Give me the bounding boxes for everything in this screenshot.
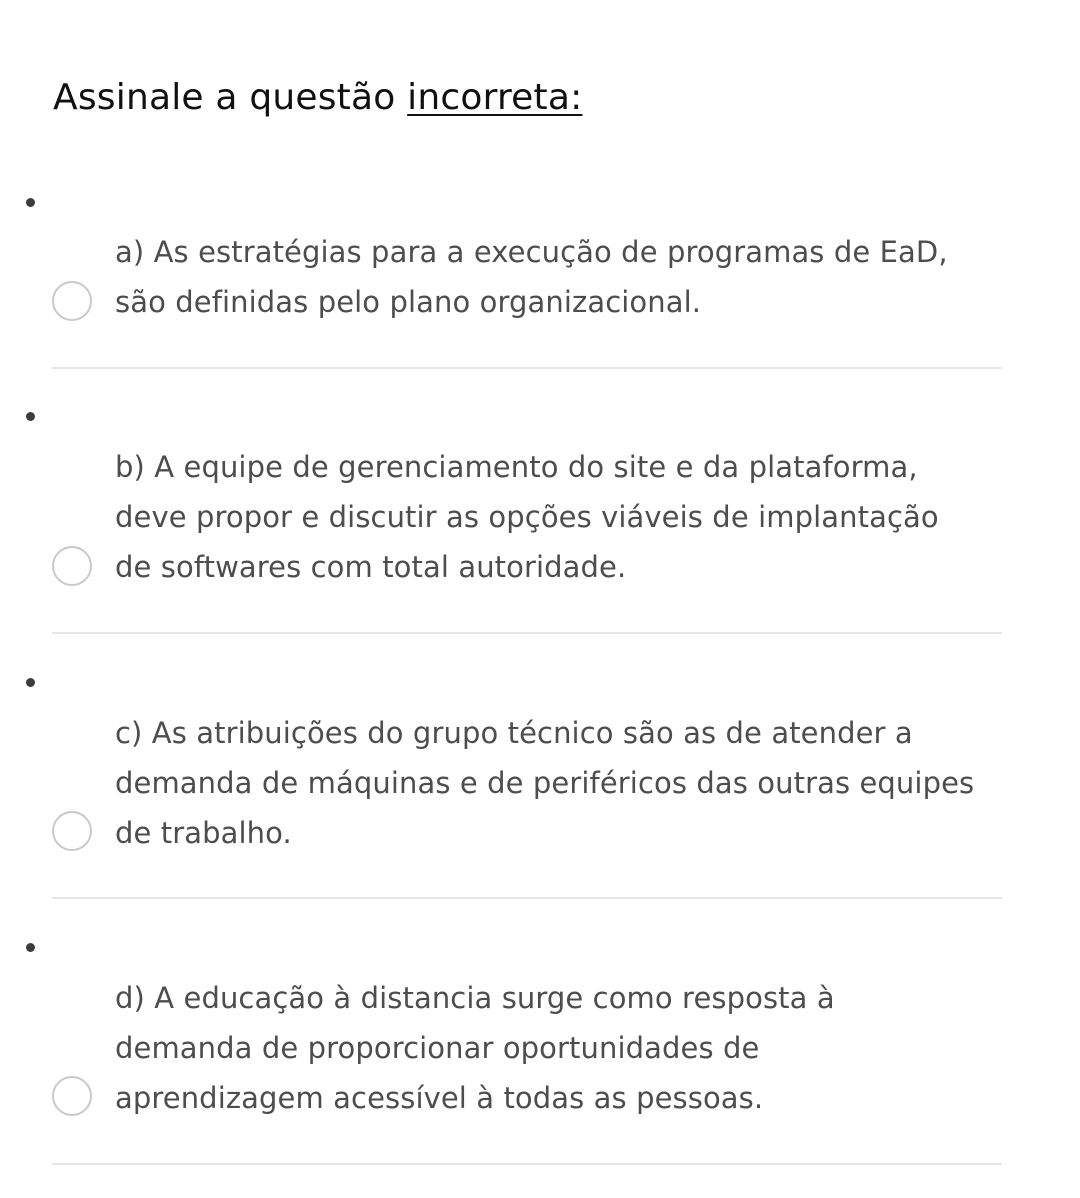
option-divider	[52, 632, 1002, 634]
bullet-icon	[26, 943, 35, 952]
option-divider	[52, 897, 1002, 899]
radio-button-c[interactable]	[52, 811, 92, 851]
option-a-text: a) As estratégias para a execução de programas de EaD, são definidas pelo plano organizacional.	[115, 235, 948, 319]
bullet-icon	[26, 412, 35, 421]
radio-button-d[interactable]	[52, 1076, 92, 1116]
question-emphasis: incorreta:	[407, 77, 583, 118]
radio-button-b[interactable]	[52, 546, 92, 586]
radio-button-a[interactable]	[52, 281, 92, 321]
bullet-icon	[26, 678, 35, 687]
option-b-text: b) A equipe de gerenciamento do site e da plataforma, deve propor e discutir as opções viáveis de implantação de softwares com total autoridade.	[115, 450, 939, 584]
bullet-icon	[26, 198, 35, 207]
option-divider	[52, 1163, 1002, 1165]
option-d-text: d) A educação à distancia surge como resposta à demanda de proporcionar oportunidades de aprendizagem acessível à todas as pessoas.	[115, 981, 835, 1115]
option-c-text: c) As atribuições do grupo técnico são as de atender a demanda de máquinas e de periféricos das outras equipes de trabalho.	[115, 716, 975, 850]
question-title	[53, 76, 582, 119]
option-divider	[52, 367, 1002, 369]
question-prefix: Assinale a questão	[53, 77, 408, 118]
